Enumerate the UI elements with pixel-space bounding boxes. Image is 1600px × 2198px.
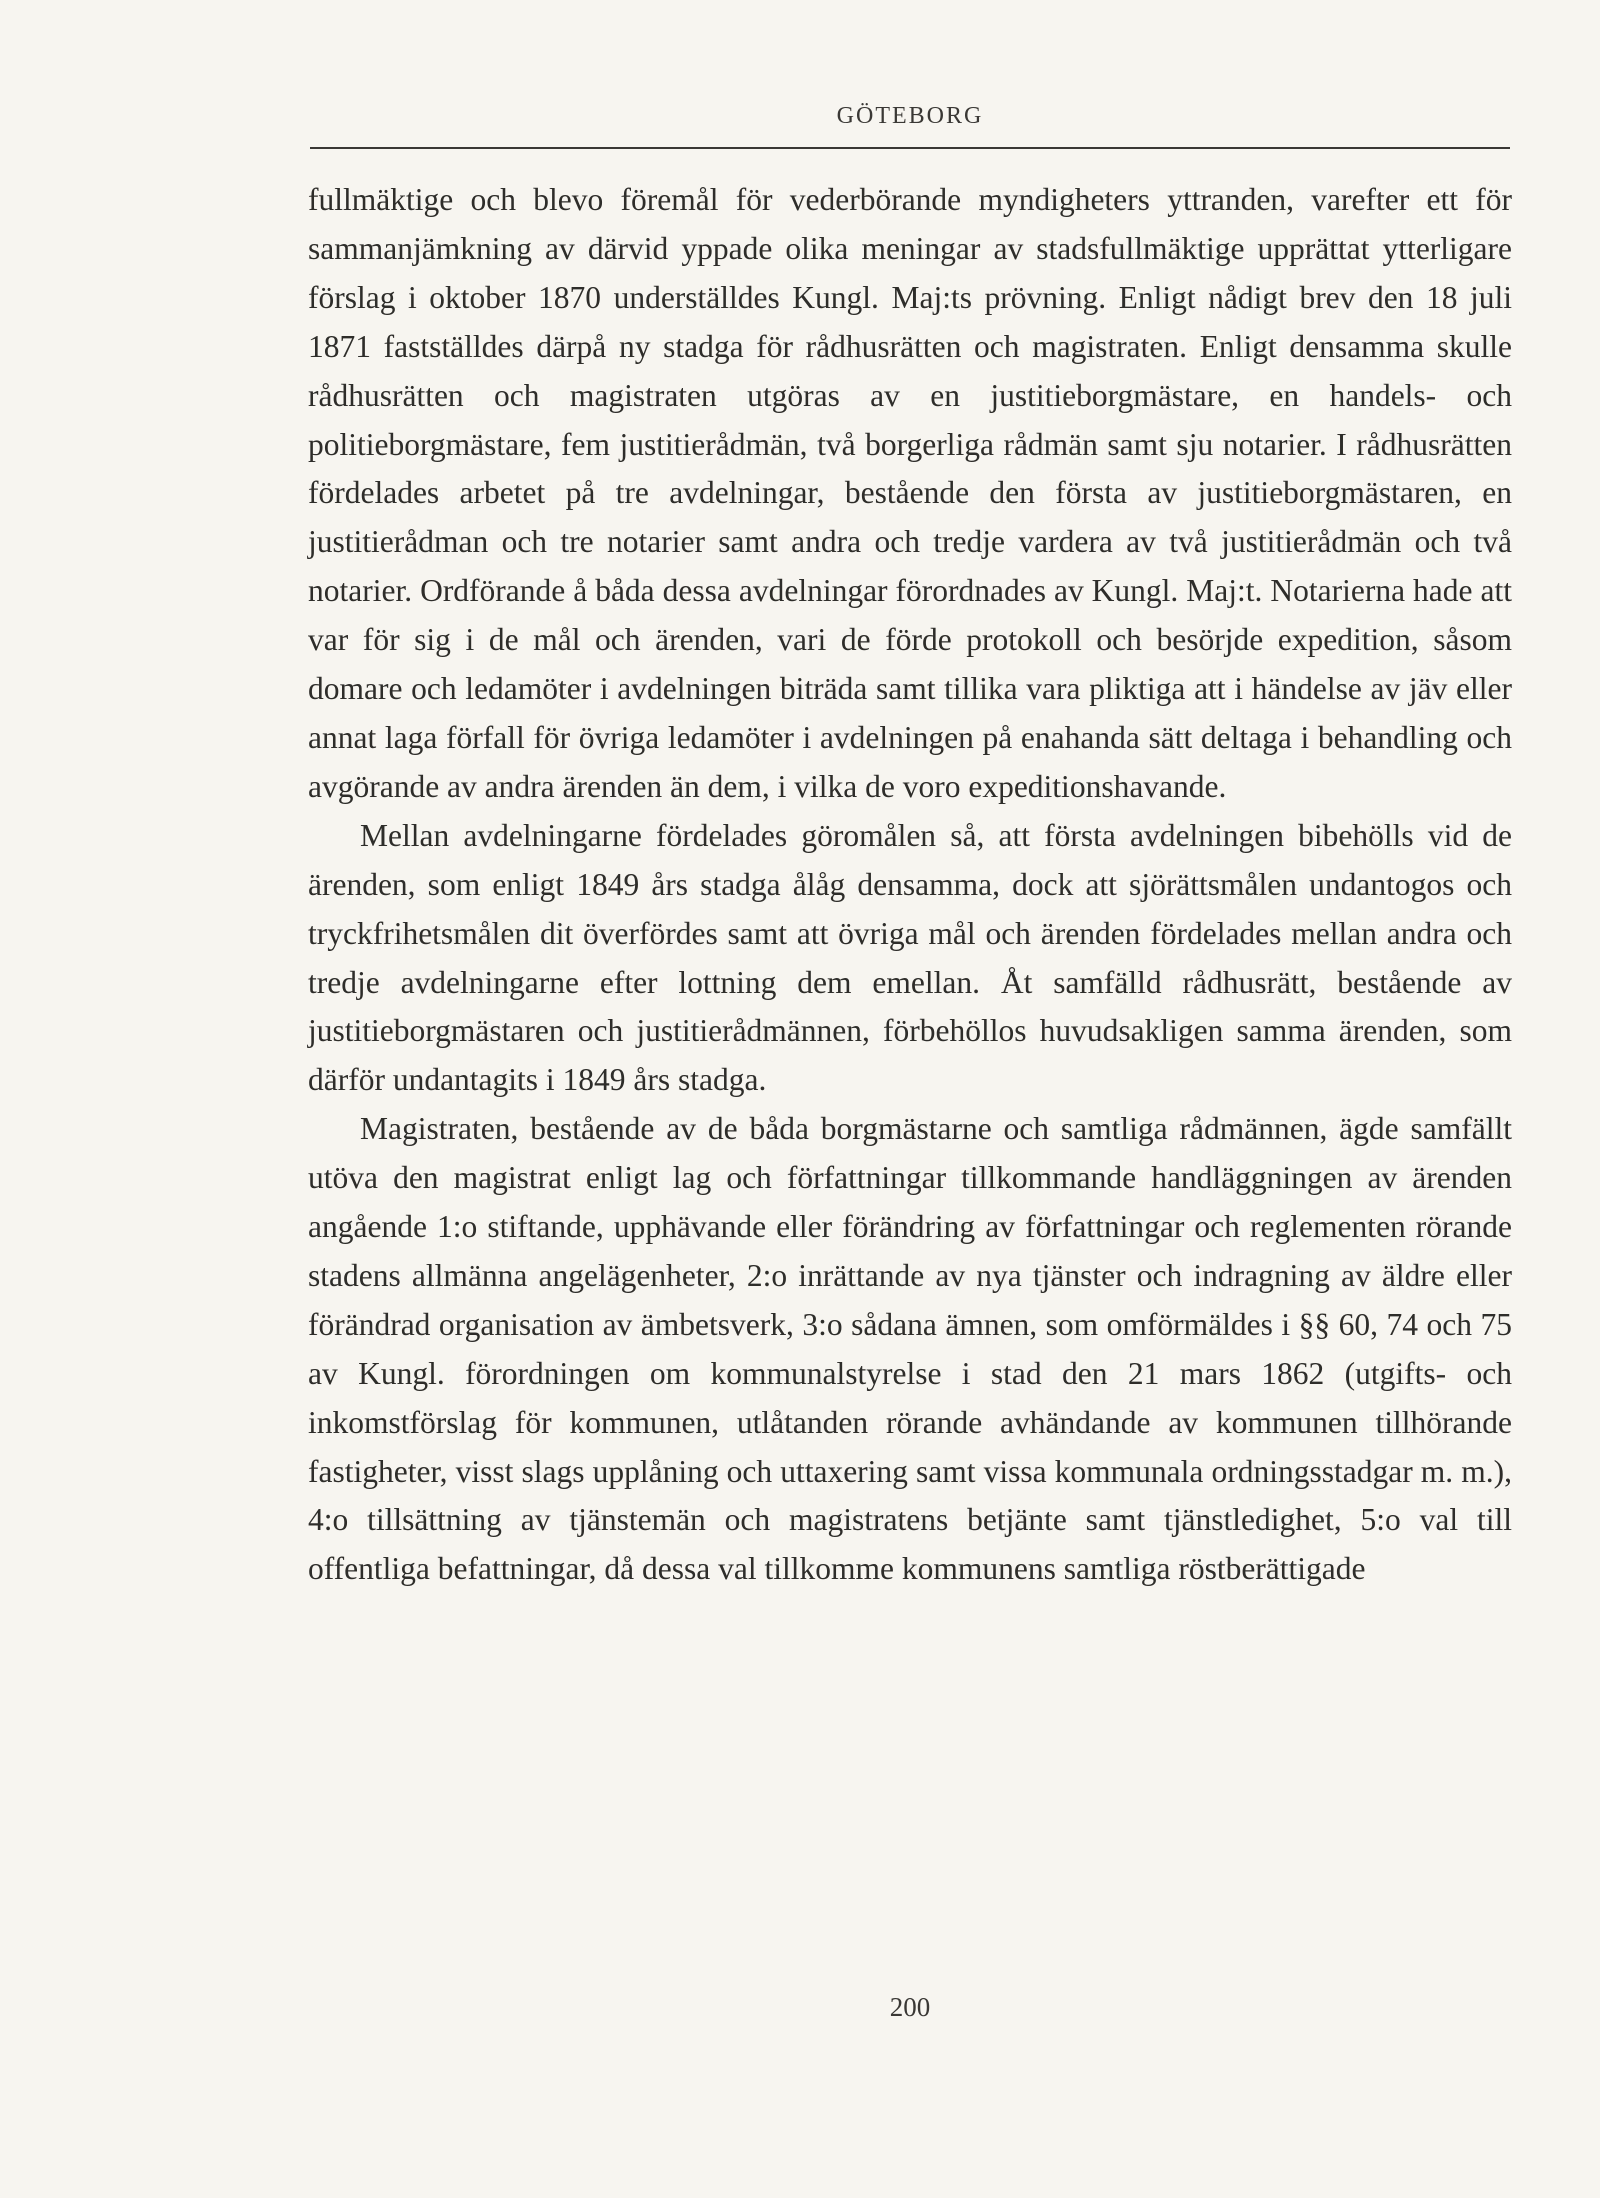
header-rule <box>310 147 1510 149</box>
paragraph-3: Magistraten, bestående av de båda borgmästarne och samtliga rådmännen, ägde samfällt utöva den magistrat enligt lag och författningar tillkommande handläggningen av ärenden angående 1:o stiftande, upphävande eller förändring av författningar och reglementen rörande stadens allmänna angelägenheter, 2:o inrättande av nya tjänster och indragning av äldre eller förändrad organisation av ämbetsverk, 3:o sådana ämnen, som omförmäldes i §§ 60, 74 och 75 av Kungl. förordningen om kommunalstyrelse i stad den 21 mars 1862 (utgifts- och inkomstförslag för kommunen, utlåtanden rörande avhändande av kommunen tillhörande fastigheter, visst slags upplåning och uttaxering samt vissa kommunala ordningsstadgar m. m.), 4:o tillsättning av tjänstemän och magistratens betjänte samt tjänstledighet, 5:o val till offentliga befattningar, då dessa val tillkomme kommunens samtliga röstberättigade <box>308 1111 1512 1587</box>
body-text <box>308 176 1512 1594</box>
running-head-title: GÖTEBORG <box>836 103 984 129</box>
paragraph-1: fullmäktige och blevo föremål för vederbörande myndigheters yttranden, varefter ett för sammanjämkning av därvid yppade olika meningar av stadsfullmäktige upprättat ytterligare förslag i oktober 1870 underställdes Kungl. Maj:ts prövning. Enligt nådigt brev den 18 juli 1871 fastställdes därpå ny stadga för rådhusrätten och magistraten. Enligt densamma skulle rådhusrätten och magistraten utgöras av en justitieborgmästare, en handels- och politieborgmästare, fem justitierådmän, två borgerliga rådmän samt sju notarier. I rådhusrätten fördelades arbetet på tre avdelningar, bestående den första av justitieborgmästaren, en justitierådman och tre notarier samt andra och tredje vardera av två justitierådmän och två notarier. Ordförande å båda dessa avdelningar förordnades av Kungl. Maj:t. Notarierna hade att var för sig i de mål och ärenden, vari de förde protokoll och besörjde expedition, såsom domare och ledamöter i avdelningen biträda samt tillika vara pliktiga att i händelse av jäv eller annat laga förfall för övriga ledamöter i avdelningen på enahanda sätt deltaga i behandling och avgörande av andra ärenden än dem, i vilka de voro expeditionshavande. <box>308 182 1512 804</box>
paragraph-2: Mellan avdelningarne fördelades göromålen så, att första avdelningen bibehölls vid de ärenden, som enligt 1849 års stadga ålåg densamma, dock att sjörättsmålen undantogos och tryckfrihetsmålen dit överfördes samt att övriga mål och ärenden fördelades mellan andra och tredje avdelningarne efter lottning dem emellan. Åt samfälld rådhusrätt, bestående av justitieborgmästaren och justitierådmännen, förbehöllos huvudsakligen samma ärenden, som därför undantagits i 1849 års stadga. <box>308 817 1512 1098</box>
page-number: 200 <box>889 1992 931 2022</box>
